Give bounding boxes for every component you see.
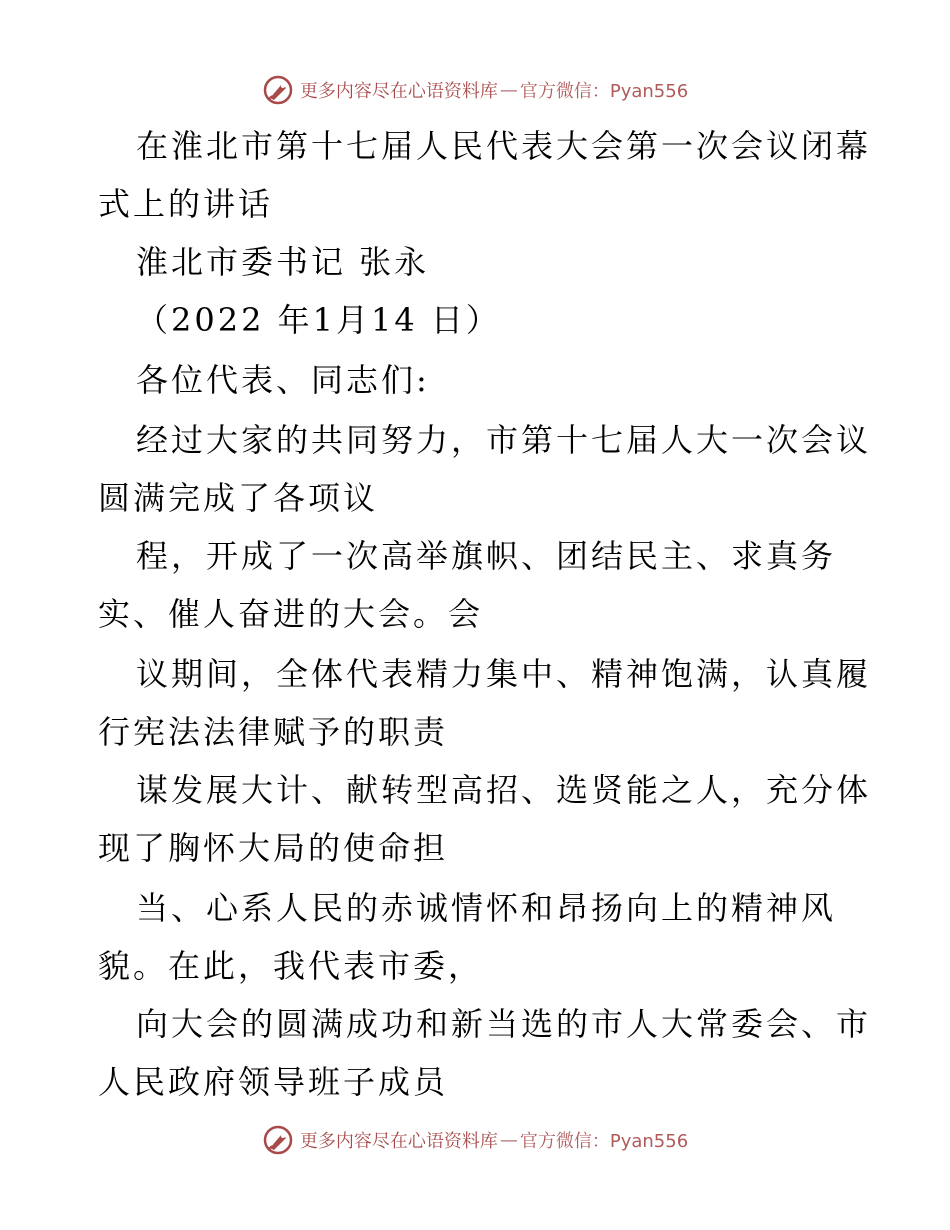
author-line: 淮北市委书记 张永: [136, 243, 430, 281]
body-line: 经过大家的共同努力，市第十七届人大一次会议: [136, 421, 872, 459]
pen-nib-circle-icon: [262, 74, 294, 106]
salutation-line: 各位代表、同志们:: [136, 361, 430, 399]
body-line: 程，开成了一次高举旗帜、团结民主、求真务: [136, 537, 837, 575]
watermark-brand: 更多内容尽在心语资料库: [299, 1131, 498, 1152]
body-line: 议期间，全体代表精力集中、精神饱满，认真履: [136, 655, 872, 693]
body-line: 圆满完成了各项议: [98, 479, 379, 517]
body-line: 行宪法法律赋予的职责: [98, 713, 449, 751]
pen-nib-circle-icon: [262, 1124, 294, 1156]
date-line: （2022 年1月14 日）: [136, 301, 501, 339]
body-line: 貌。在此，我代表市委，: [98, 947, 484, 985]
body-line: 现了胸怀大局的使命担: [98, 829, 449, 867]
title-line-1: 在淮北市第十七届人民代表大会第一次会议闭幕: [136, 127, 872, 165]
body-line: 实、催人奋进的大会。会: [98, 595, 484, 633]
watermark-header: [0, 70, 950, 110]
watermark-contact: 官方微信：Pyan556: [519, 81, 689, 102]
watermark-separator: —: [499, 1129, 518, 1151]
title-line-2: 式上的讲话: [98, 185, 274, 223]
watermark-footer: [0, 1120, 950, 1160]
body-line: 人民政府领导班子成员: [98, 1063, 449, 1101]
body-line: 当、心系人民的赤诚情怀和昂扬向上的精神风: [136, 889, 837, 927]
watermark-separator: —: [499, 79, 518, 101]
watermark-contact: 官方微信：Pyan556: [519, 1131, 689, 1152]
watermark-brand: 更多内容尽在心语资料库: [299, 81, 498, 102]
body-line: 向大会的圆满成功和新当选的市人大常委会、市: [136, 1005, 872, 1043]
body-line: 谋发展大计、献转型高招、选贤能之人，充分体: [136, 771, 872, 809]
